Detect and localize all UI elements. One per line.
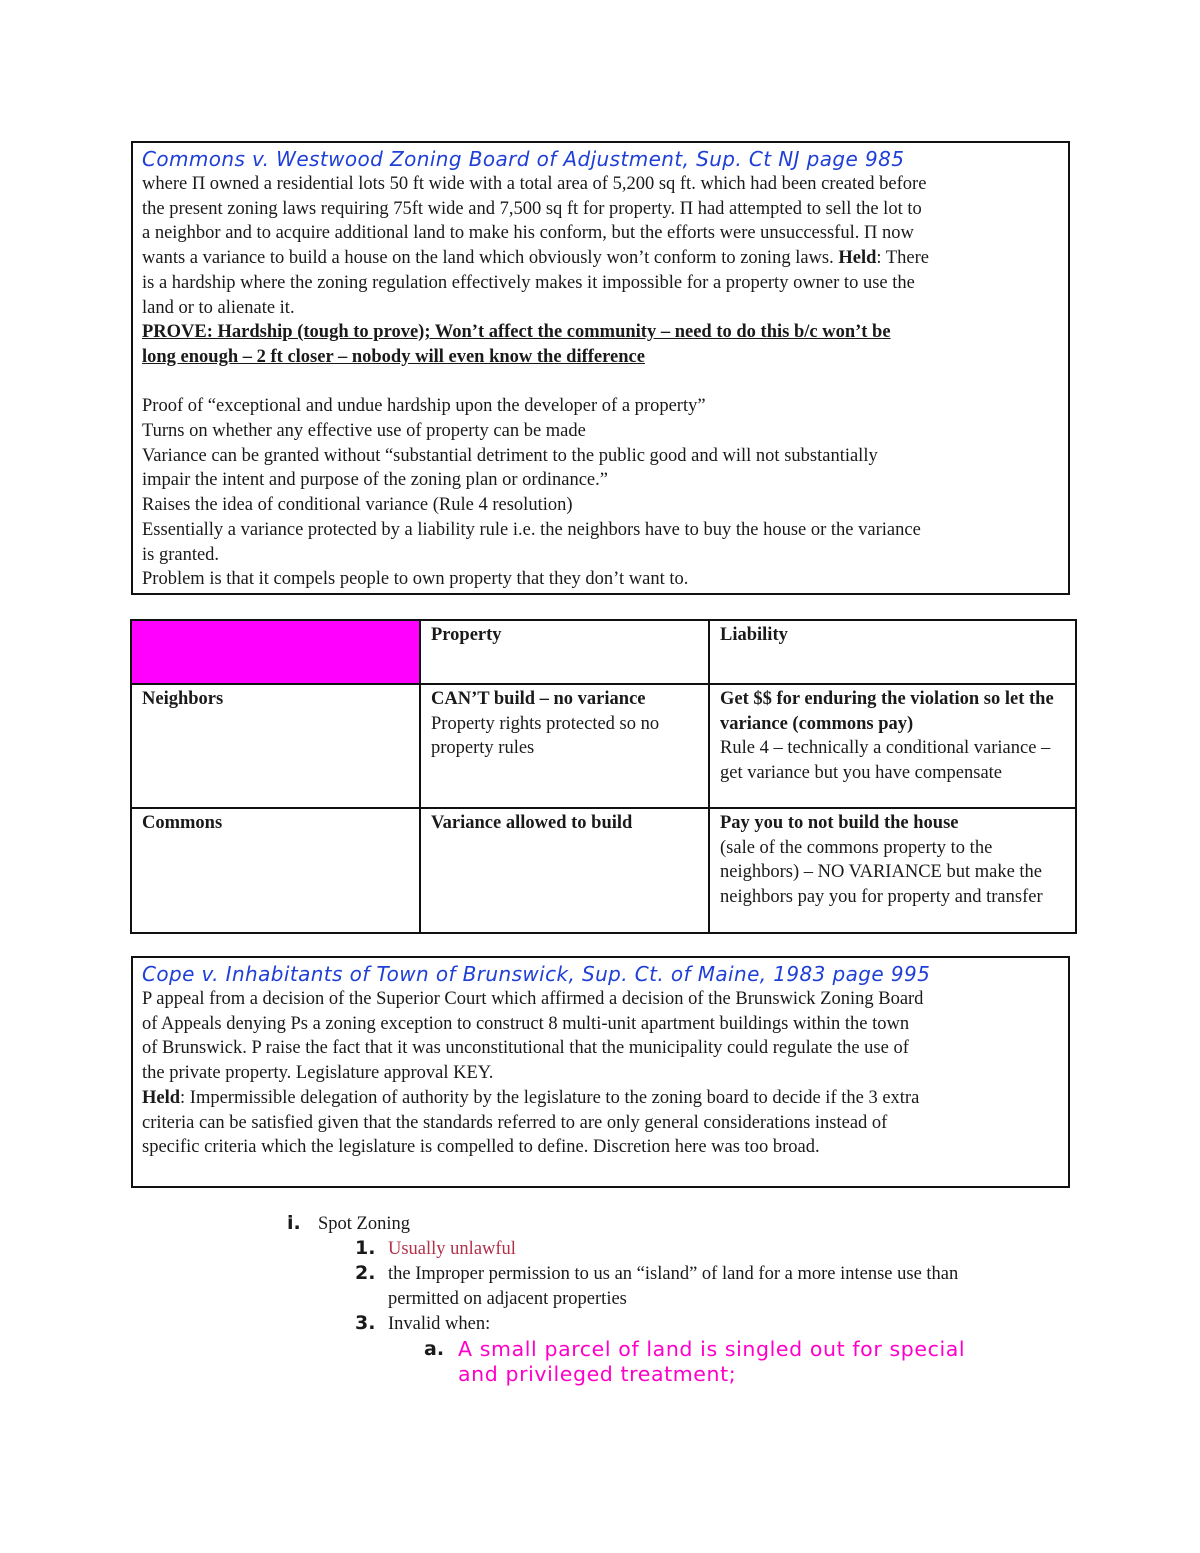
- facts-line: where Π owned a residential lots 50 ft wide with a total area of 5,200 sq ft. which had been created before: [142, 174, 927, 194]
- facts-line: a neighbor and to acquire additional land to make his conform, but the efforts were unsuccessful. Π now: [142, 223, 914, 244]
- outline-heading: Spot Zoning: [318, 1214, 410, 1234]
- roman-numeral: i.: [287, 1212, 301, 1234]
- case-box-commons: [131, 141, 1070, 595]
- table-row: [131, 808, 1076, 933]
- list-number: 3.: [355, 1312, 376, 1334]
- table-row: [131, 684, 1076, 808]
- note-line: Proof of “exceptional and undue hardship upon the developer of a property”: [142, 396, 706, 417]
- sub-item: A small parcel of land is singled out for special: [458, 1337, 966, 1361]
- header-property-cell: Property: [420, 620, 709, 684]
- header-liability-cell: Liability: [709, 620, 1076, 684]
- sub-item-continued: and privileged treatment;: [458, 1362, 737, 1386]
- prove-line: PROVE: Hardship (tough to prove); Won’t affect the community – need to do this b/c won’t be: [142, 322, 891, 343]
- row-liability-cell: Get $$ for enduring the violation so let the variance (commons pay) Rule 4 – technically a conditional variance – get variance but you have compensate: [709, 684, 1076, 808]
- row-label-cell: Neighbors: [131, 684, 420, 808]
- held-line: land or to alienate it.: [142, 297, 295, 318]
- facts-line: of Appeals denying Ps a zoning exception to construct 8 multi-unit apartment buildings within the town: [142, 1013, 910, 1034]
- case-title-commons: Commons v. Westwood Zoning Board of Adjustment, Sup. Ct NJ page 985: [142, 147, 905, 171]
- held-label: Held: [838, 248, 877, 269]
- sub-letter: a.: [424, 1338, 445, 1360]
- row-property-cell: Variance allowed to build: [420, 808, 709, 933]
- list-item: Invalid when:: [388, 1314, 491, 1334]
- note-line: Turns on whether any effective use of property can be made: [142, 421, 586, 442]
- prove-line: long enough – 2 ft closer – nobody will even know the difference: [142, 346, 645, 367]
- facts-line: the private property. Legislature approval KEY.: [142, 1063, 494, 1084]
- list-item: the Improper permission to us an “island” of land for a more intense use than: [388, 1264, 959, 1284]
- note-line: is granted.: [142, 544, 220, 565]
- blank-line: [142, 370, 1059, 395]
- held-line: specific criteria which the legislature is compelled to define. Discretion here was too broad.: [142, 1137, 820, 1158]
- note-line: Problem is that it compels people to own property that they don’t want to.: [142, 569, 689, 590]
- list-item: Usually unlawful: [388, 1239, 516, 1259]
- note-line: impair the intent and purpose of the zoning plan or ordinance.”: [142, 470, 608, 491]
- note-line: Essentially a variance protected by a liability rule i.e. the neighbors have to buy the house or the variance: [142, 519, 921, 540]
- case-title-cope: Cope v. Inhabitants of Town of Brunswick, Sup. Ct. of Maine, 1983 page 995: [142, 962, 931, 986]
- row-label-cell: Commons: [131, 808, 420, 933]
- note-line: Variance can be granted without “substantial detriment to the public good and will not substantially: [142, 445, 878, 466]
- row-property-cell: CAN’T build – no variance Property rights protected so no property rules: [420, 684, 709, 808]
- held-label: Held: [142, 1087, 181, 1108]
- note-line: Raises the idea of conditional variance (Rule 4 resolution): [142, 495, 573, 516]
- facts-line: P appeal from a decision of the Superior Court which affirmed a decision of the Brunswick Zoning Board: [142, 989, 924, 1009]
- facts-line: the present zoning laws requiring 75ft wide and 7,500 sq ft for property. Π had attempted to sell the lot to: [142, 198, 922, 219]
- list-number: 1.: [355, 1237, 376, 1259]
- table-header-row: [131, 620, 1076, 684]
- property-liability-table: [130, 619, 1077, 934]
- list-number: 2.: [355, 1262, 376, 1284]
- held-line: Held: Impermissible delegation of authority by the legislature to the zoning board to decide if the 3 extra: [142, 1087, 920, 1108]
- list-item-continued: permitted on adjacent properties: [388, 1289, 627, 1309]
- case-box-cope: [131, 956, 1070, 1188]
- header-blank-cell: [131, 620, 420, 684]
- held-line: is a hardship where the zoning regulation effectively makes it impossible for a property owner to use the: [142, 272, 915, 293]
- facts-line: of Brunswick. P raise the fact that it was unconstitutional that the municipality could regulate the use of: [142, 1038, 909, 1059]
- row-liability-cell: Pay you to not build the house (sale of the commons property to the neighbors) – NO VARIANCE but make the neighbors pay you for property and transfer: [709, 808, 1076, 933]
- held-line: criteria can be satisfied given that the standards referred to are only general considerations instead of: [142, 1112, 888, 1133]
- facts-line-held: wants a variance to build a house on the land which obviously won’t conform to zoning laws. Held: There: [142, 248, 929, 269]
